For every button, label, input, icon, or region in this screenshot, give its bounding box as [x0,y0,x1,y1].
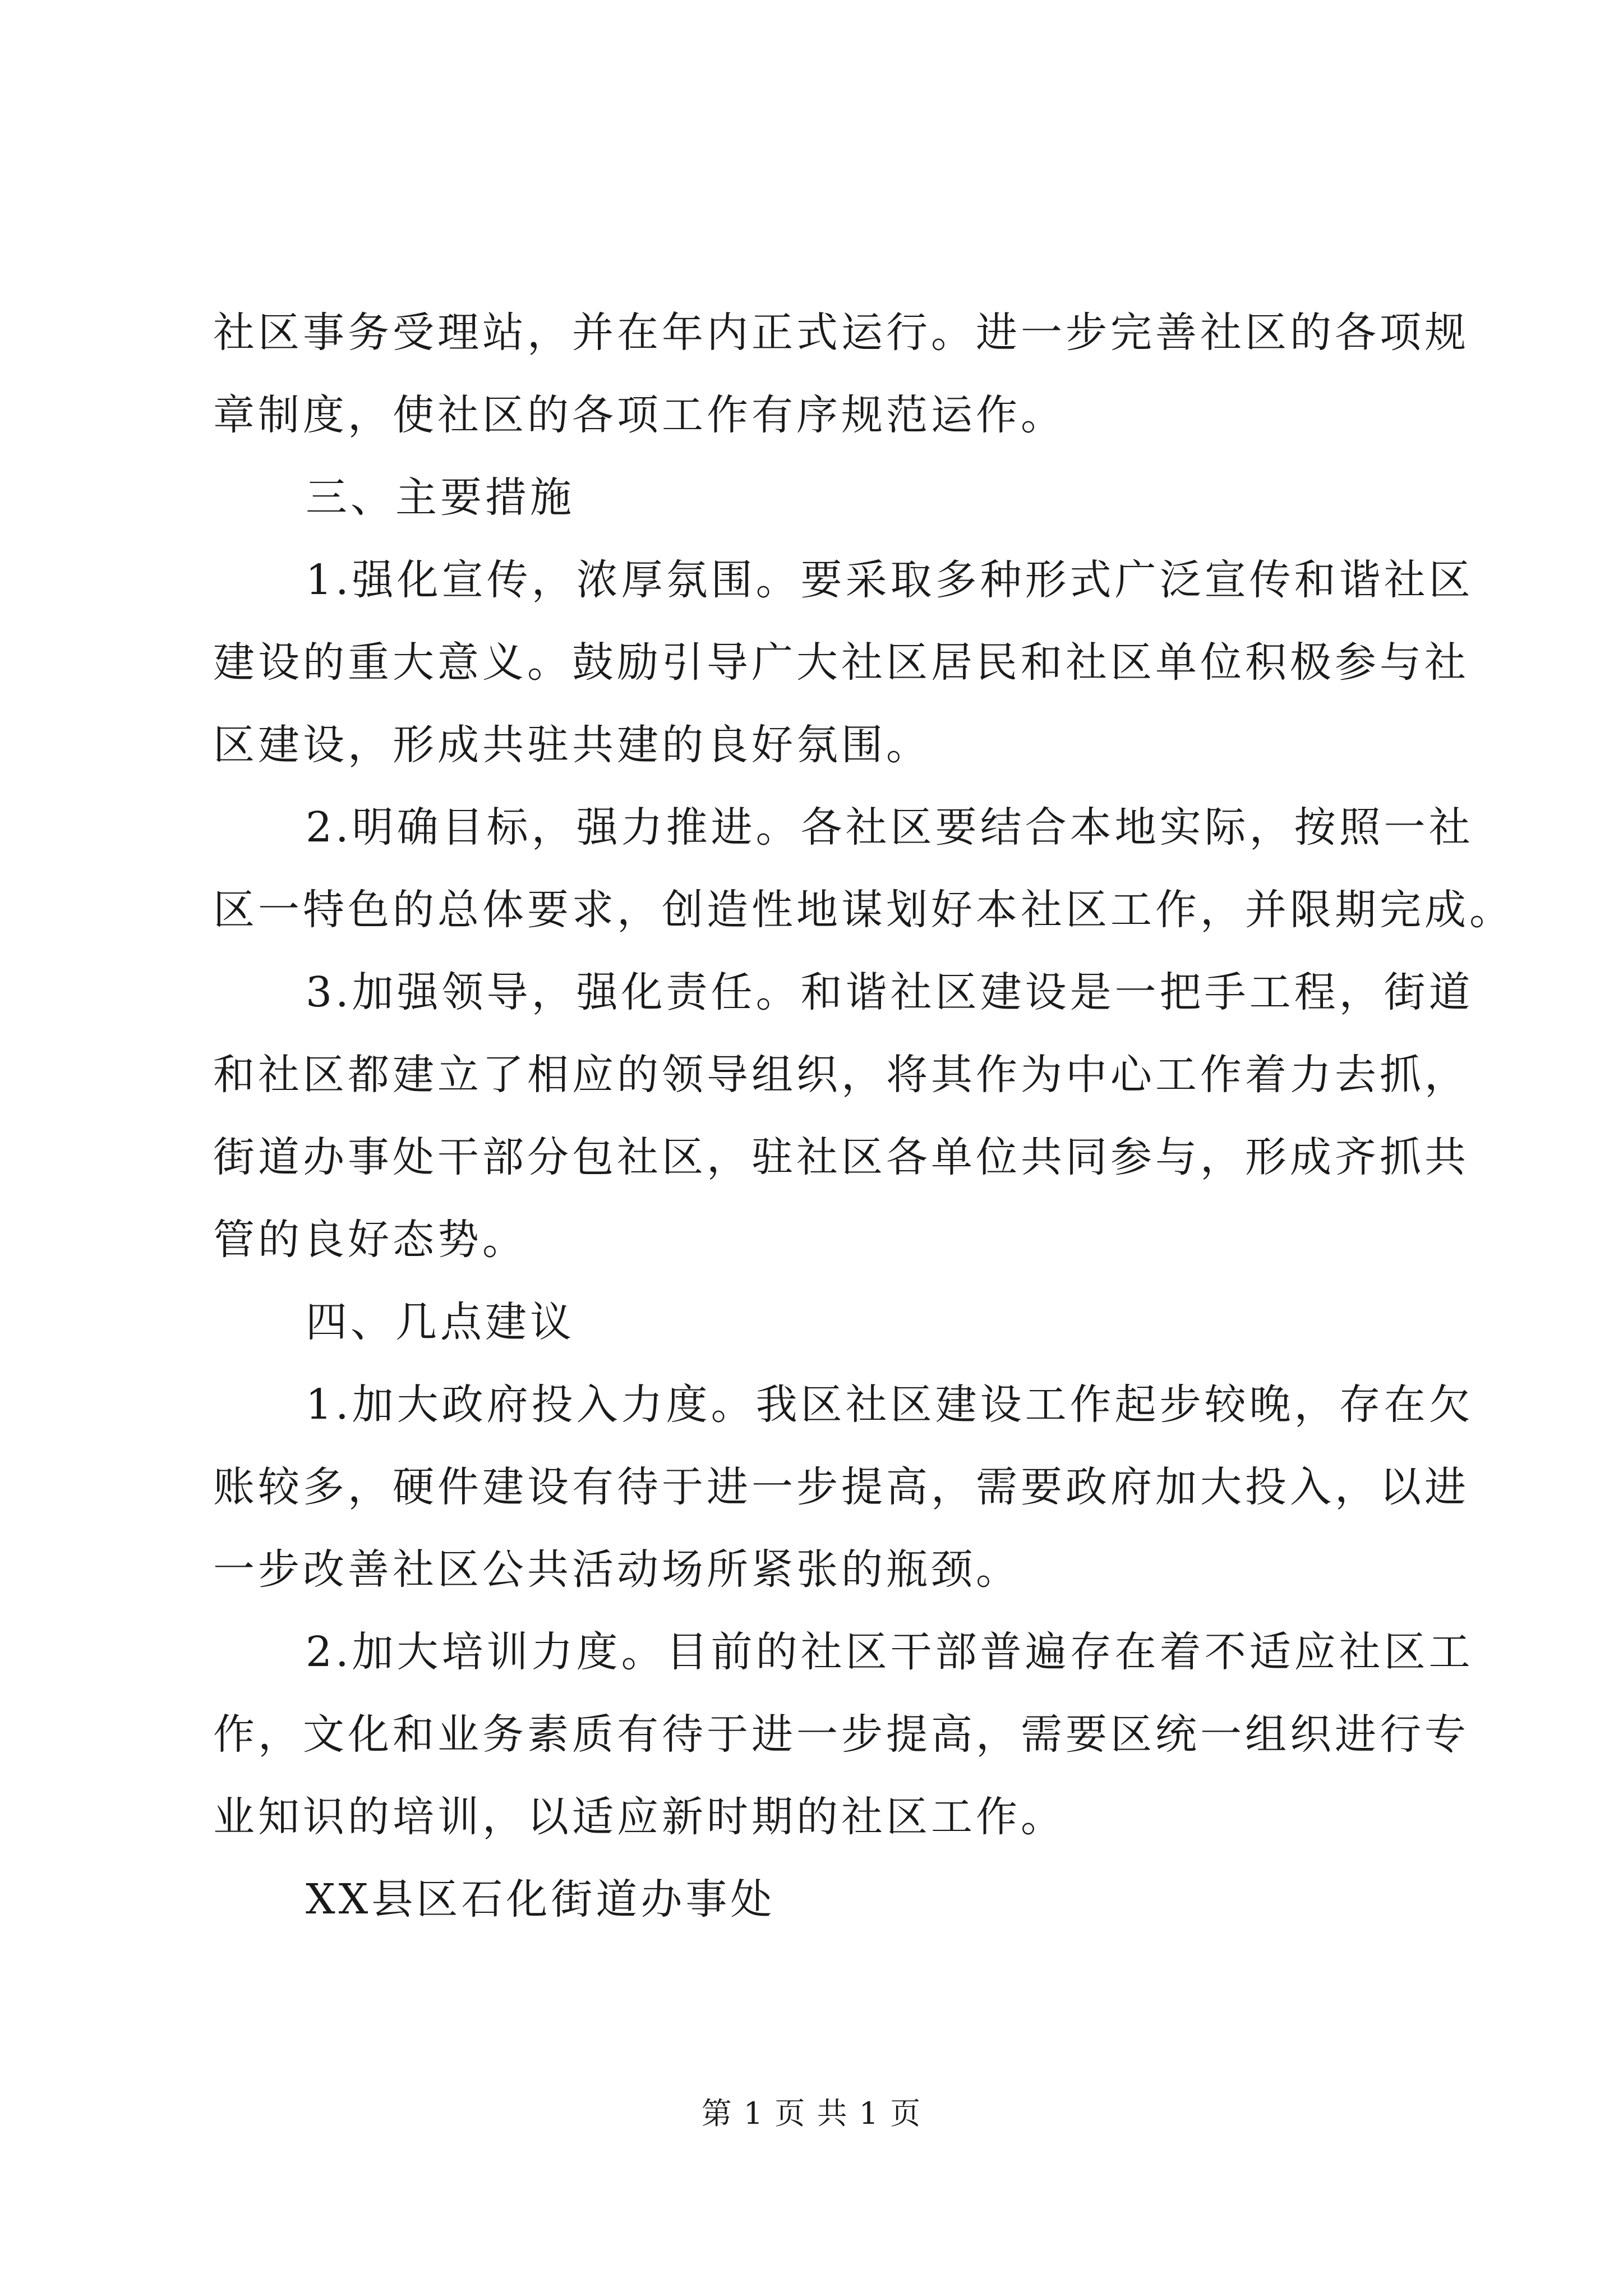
body-line: 2.加大培训力度。目前的社区干部普遍存在着不适应社区工 [306,1628,1474,1676]
body-line: 管的良好态势。 [213,1216,527,1264]
document-body [213,292,1514,1941]
section-heading: 三、主要措施 [306,473,575,522]
body-line: 作，文化和业务素质有待于进一步提高，需要区统一组织进行专 [213,1710,1469,1759]
body-line: 1.加大政府投入力度。我区社区建设工作起步较晚，存在欠 [306,1381,1474,1429]
body-line: 账较多，硬件建设有待于进一步提高，需要政府加大投入，以进 [213,1463,1469,1511]
body-line: 和社区都建立了相应的领导组织，将其作为中心工作着力去抓， [213,1051,1469,1099]
body-line: 3.加强领导，强化责任。和谐社区建设是一把手工程，街道 [306,968,1474,1016]
page-footer: 第 1 页 共 1 页 [701,2096,922,2131]
body-line: 一步改善社区公共活动场所紧张的瓶颈。 [213,1545,1021,1594]
body-line: 2.明确目标，强力推进。各社区要结合本地实际，按照一社 [306,803,1474,852]
signature-line: XX县区石化街道办事处 [306,1875,776,1924]
body-line: 建设的重大意义。鼓励引导广大社区居民和社区单位积极参与社 [213,638,1469,687]
body-line: 社区事务受理站，并在年内正式运行。进一步完善社区的各项规 [213,309,1469,357]
body-line: 1.强化宣传，浓厚氛围。要采取多种形式广泛宣传和谐社区 [306,556,1474,604]
body-line: 业知识的培训，以适应新时期的社区工作。 [213,1793,1066,1841]
body-line: 街道办事处干部分包社区，驻社区各单位共同参与，形成齐抓共 [213,1133,1469,1181]
body-line: 区建设，形成共驻共建的良好氛围。 [213,721,931,769]
body-line: 区一特色的总体要求，创造性地谋划好本社区工作，并限期完成。 [213,886,1514,934]
section-heading: 四、几点建议 [306,1298,575,1346]
body-line: 章制度，使社区的各项工作有序规范运作。 [213,391,1066,439]
